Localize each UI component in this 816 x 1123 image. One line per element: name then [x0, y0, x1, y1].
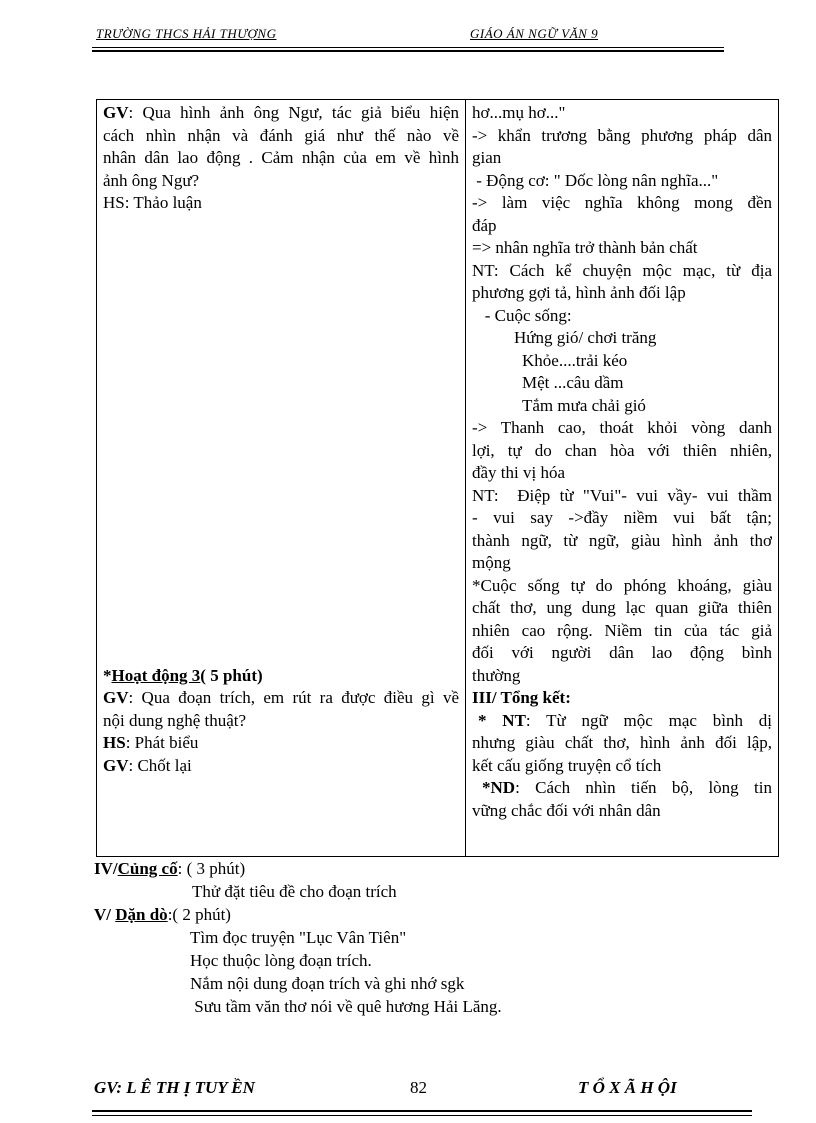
- content-line: nhiên cao rộng. Niềm tin của tác giả: [472, 620, 772, 640]
- dan-do-heading: V/ Dặn dò:( 2 phút): [94, 905, 231, 924]
- content-line: đối với người dân lao động bình: [472, 643, 772, 662]
- content-line: - vui say ->đầy niềm vui bất tận;: [472, 508, 772, 527]
- content-line: thường: [472, 665, 521, 685]
- content-line: nhưng giàu chất thơ, hình ảnh đối lập,: [472, 733, 772, 752]
- question-line: nhân dân lao động . Cảm nhận của em về hình: [103, 148, 459, 167]
- cung-co-heading: IV/Củng cố: ( 3 phút): [94, 859, 246, 878]
- cung-co-task: Thử đặt tiêu đề cho đoạn trích: [192, 882, 397, 901]
- teacher-task: GV: Chốt lại: [103, 755, 192, 775]
- question-line: cách nhìn nhận và đánh giá như thế nào về: [103, 125, 459, 145]
- school-name: TRƯỜNG THCS HẢI THƯỢNG: [96, 26, 277, 41]
- header-rule-thick: [92, 50, 724, 52]
- content-line: -> khẩn trương bằng phương pháp dân: [472, 125, 772, 145]
- content-line: - Cuộc sống:: [472, 305, 572, 325]
- content-line: đầy thi vị hóa: [472, 463, 566, 482]
- question-line: GV: Qua đoạn trích, em rút ra được điều gì về: [103, 688, 459, 707]
- homework-item: Học thuộc lòng đoạn trích.: [190, 951, 372, 970]
- homework-item: Sưu tầm văn thơ nói về quê hương Hải Lăng.: [190, 997, 502, 1016]
- footer-teacher: GV: L Ê TH Ị TUY ỀN: [94, 1078, 255, 1097]
- content-line: NT: Điệp từ "Vui"- vui vầy- vui thầm: [472, 485, 772, 505]
- content-line: phương gợi tả, hình ảnh đối lập: [472, 283, 686, 302]
- student-task: HS: Phát biểu: [103, 733, 199, 752]
- content-line: NT: Cách kể chuyện mộc mạc, từ địa: [472, 260, 772, 280]
- content-column: [466, 100, 779, 857]
- summary-nt: * NT: Từ ngữ mộc mạc bình dị: [478, 710, 772, 730]
- poem-line: Hứng gió/ chơi trăng: [514, 328, 657, 347]
- spacer: [103, 215, 459, 665]
- poem-line: Khỏe....trải kéo: [522, 350, 628, 370]
- table-row: [97, 100, 779, 857]
- content-line: chất thơ, ung dung lạc quan giữa thiên: [472, 598, 772, 617]
- page-number: 82: [410, 1078, 427, 1097]
- header-rule: [92, 47, 724, 48]
- summary-heading: III/ Tổng kết:: [472, 688, 571, 707]
- poem-line: Mệt ...câu dầm: [522, 373, 624, 392]
- content-line: -> Thanh cao, thoát khỏi vòng danh: [472, 418, 772, 437]
- question-line: GV: Qua hình ảnh ông Ngư, tác giả biểu hiện: [103, 103, 459, 122]
- content-line: thành ngữ, từ ngữ, giàu hình ảnh thơ: [472, 530, 772, 550]
- page-header: [92, 26, 724, 46]
- content-line: hơ...mụ hơ...": [472, 103, 566, 122]
- content-line: vững chắc đối với nhân dân: [472, 800, 661, 820]
- content-line: kết cấu giống truyện cổ tích: [472, 755, 662, 775]
- student-task: HS: Thảo luận: [103, 193, 202, 212]
- summary-nd: *ND: Cách nhìn tiến bộ, lòng tin: [482, 778, 772, 797]
- footer-rule: [92, 1115, 752, 1116]
- lesson-table: [96, 99, 779, 857]
- poem-line: Tắm mưa chải gió: [522, 395, 646, 415]
- content-line: - Động cơ: " Dốc lòng nân nghĩa...": [472, 170, 719, 190]
- content-line: -> làm việc nghĩa không mong đền: [472, 193, 772, 212]
- content-line: *Cuộc sống tự do phóng khoáng, giàu: [472, 575, 772, 595]
- footer-group: T Ổ X Ã H ỘI: [578, 1078, 677, 1097]
- content-line: mộng: [472, 553, 511, 572]
- homework-item: Tìm đọc truyện "Lục Vân Tiên": [190, 928, 407, 947]
- content-line: đáp: [472, 215, 497, 235]
- homework-item: Nắm nội dung đoạn trích và ghi nhớ sgk: [190, 974, 465, 993]
- teacher-activity-column: [97, 100, 466, 857]
- footer-rule-thick: [92, 1110, 752, 1112]
- subject-name: GIÁO ÁN NGỮ VĂN 9: [470, 26, 599, 41]
- question-line: ảnh ông Ngư?: [103, 170, 200, 190]
- content-line: lợi, tự do chan hòa với thiên nhiên,: [472, 440, 772, 460]
- content-line: gian: [472, 148, 502, 167]
- content-line: => nhân nghĩa trở thành bản chất: [472, 238, 698, 257]
- activity-3-heading: *Hoạt động 3( 5 phút): [103, 665, 263, 685]
- question-line: nội dung nghệ thuật?: [103, 710, 247, 730]
